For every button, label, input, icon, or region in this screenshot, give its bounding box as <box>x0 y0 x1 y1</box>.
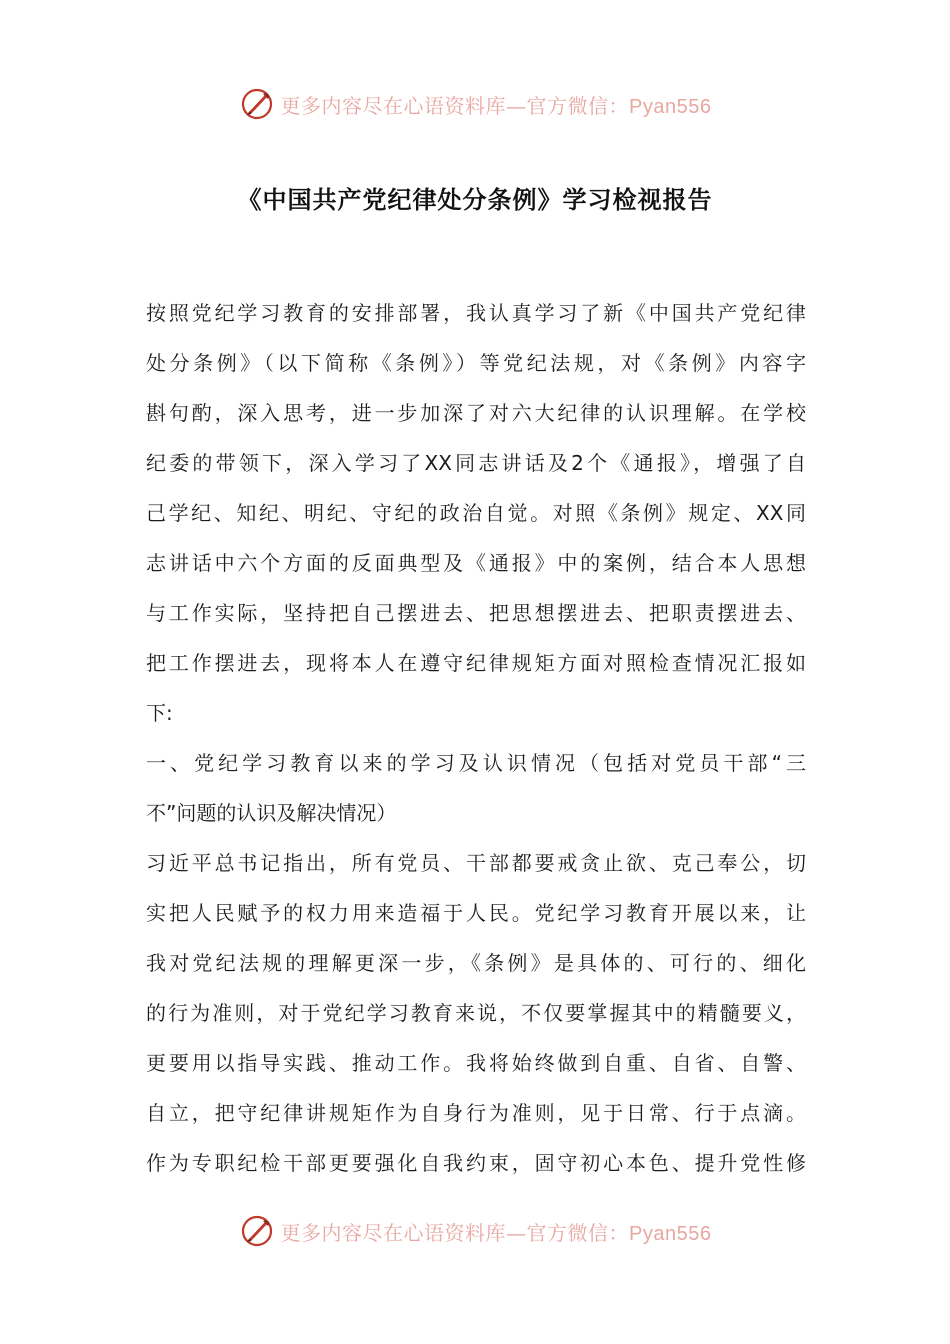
watermark-separator: — <box>506 93 527 118</box>
body-line: 己学纪、知纪、明纪、守纪的政治自觉。对照《条例》规定、XX同 <box>146 501 806 525</box>
body-line: 与工作实际，坚持把自己摆进去、把思想摆进去、把职责摆进去、 <box>146 601 806 625</box>
body-line: 习近平总书记指出，所有党员、干部都要戒贪止欲、克己奉公，切 <box>146 851 806 875</box>
body-line: 作为专职纪检干部更要强化自我约束，固守初心本色、提升党性修 <box>146 1151 806 1175</box>
body-line: 志讲话中六个方面的反面典型及《通报》中的案例，结合本人思想 <box>146 551 806 575</box>
body-line: 把工作摆进去，现将本人在遵守纪律规矩方面对照检查情况汇报如 <box>146 651 806 675</box>
quill-pen-logo-icon <box>239 1213 275 1249</box>
body-line: 纪委的带领下，深入学习了XX同志讲话及2个《通报》，增强了自 <box>146 451 806 475</box>
body-line: 按照党纪学习教育的安排部署，我认真学习了新《中国共产党纪律 <box>146 301 806 325</box>
watermark-wechat-id: Pyan556 <box>629 1222 712 1245</box>
body-line: 斟句酌，深入思考，进一步加深了对六大纪律的认识理解。在学校 <box>146 401 806 425</box>
body-line: 实把人民赋予的权力用来造福于人民。党纪学习教育开展以来，让 <box>146 901 806 925</box>
watermark-banner-top <box>0 82 950 126</box>
body-line: 处分条例》（以下简称《条例》）等党纪法规，对《条例》内容字 <box>146 351 806 375</box>
body-line: 下: <box>146 701 173 725</box>
watermark-text-group <box>281 1217 712 1246</box>
document-body <box>146 288 806 1188</box>
watermark-content <box>239 1213 712 1249</box>
body-line: 的行为准则，对于党纪学习教育来说，不仅要掌握其中的精髓要义， <box>146 1001 806 1025</box>
watermark-separator: — <box>506 1220 527 1245</box>
watermark-banner-bottom <box>0 1209 950 1253</box>
watermark-wechat-id: Pyan556 <box>629 95 712 118</box>
quill-pen-logo-icon <box>239 86 275 122</box>
document-title: 《中国共产党纪律处分条例》学习检视报告 <box>237 186 713 214</box>
watermark-text: 更多内容尽在心语资料库 <box>280 93 507 118</box>
section-heading-line: 一、党纪学习教育以来的学习及认识情况（包括对党员干部“三 <box>146 751 806 775</box>
body-line: 更要用以指导实践、推动工作。我将始终做到自重、自省、自警、 <box>146 1051 806 1075</box>
watermark-label: 官方微信： <box>526 1220 630 1245</box>
body-line: 我对党纪法规的理解更深一步，《条例》是具体的、可行的、细化 <box>146 951 806 975</box>
watermark-text: 更多内容尽在心语资料库 <box>280 1220 507 1245</box>
watermark-label: 官方微信： <box>526 93 630 118</box>
watermark-text-group <box>281 90 712 119</box>
watermark-content <box>239 86 712 122</box>
section-heading-line: 不”问题的认识及解决情况） <box>146 801 397 825</box>
body-line: 自立，把守纪律讲规矩作为自身行为准则，见于日常、行于点滴。 <box>146 1101 806 1125</box>
